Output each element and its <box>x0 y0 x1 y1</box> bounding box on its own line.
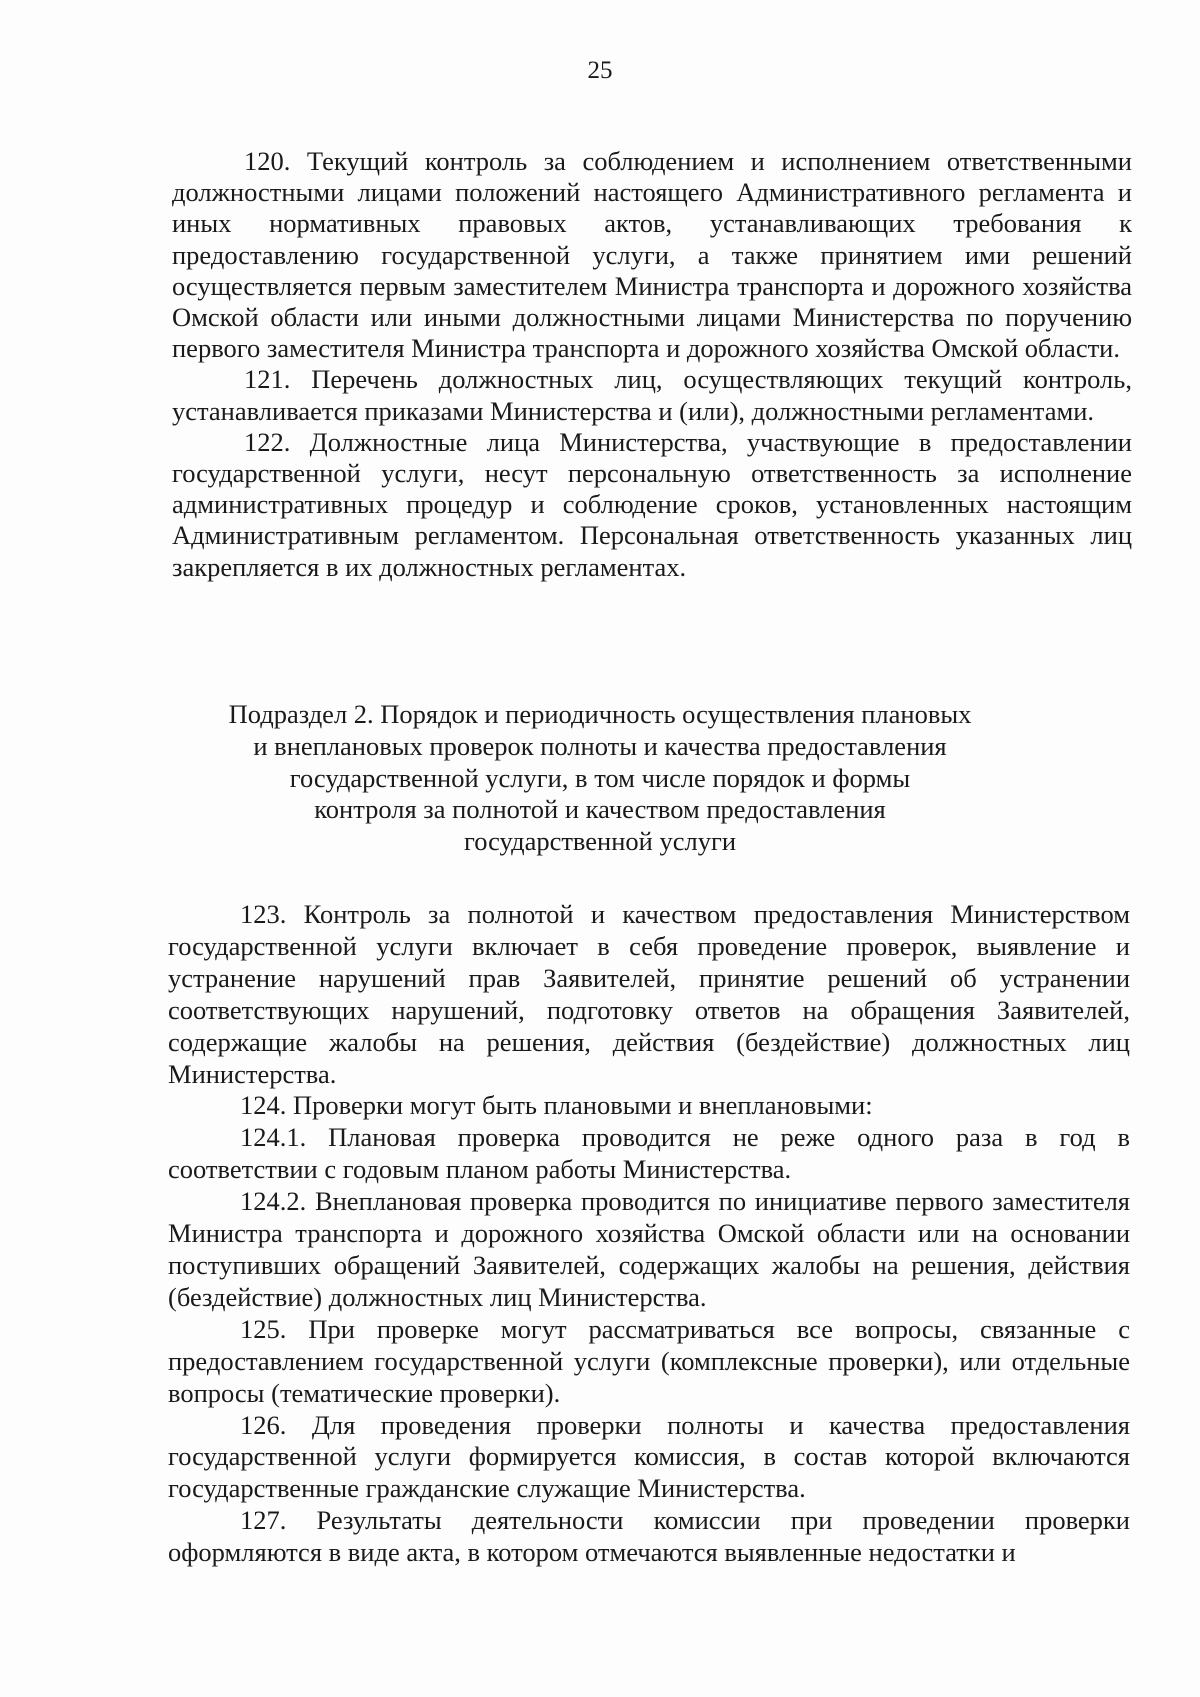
paragraph-127: 127. Результаты деятельности комиссии при проведении проверки оформляются в виде акта, в котором отмечаются выявленные недостатки и <box>168 1505 1130 1568</box>
paragraph-120: 120. Текущий контроль за соблюдением и исполнением ответственными должностными лицами положений настоящего Административного регламента и иных нормативных правовых актов, устанавливающих требования к предоставлению государственной услуги, а также принятием ими решений осуществляется первым заместителем Министра транспорта и дорожного хозяйства Омской области или иными должностными лицами Министерства по поручению первого заместителя Министра транспорта и дорожного хозяйства Омской области. <box>172 146 1132 364</box>
paragraph-124-1: 124.1. Плановая проверка проводится не реже одного раза в год в соответствии с годовым планом работы Министерства. <box>168 1122 1130 1185</box>
paragraph-124: 124. Проверки могут быть плановыми и внеплановыми: <box>240 1090 873 1121</box>
section-heading-line: Подраздел 2. Порядок и периодичность осуществления плановых <box>228 699 972 729</box>
section-heading-line: и внеплановых проверок полноты и качества предоставления <box>253 730 947 761</box>
paragraph-124-2: 124.2. Внеплановая проверка проводится по инициативе первого заместителя Министра транспорта и дорожного хозяйства Омской области или на основании поступивших обращений Заявителей, содержащих жалобы на решения, действия (бездействие) должностных лиц Министерства. <box>168 1186 1130 1312</box>
paragraph-123: 123. Контроль за полнотой и качеством предоставления Министерством государственной услуги включает в себя проведение проверок, выявление и устранение нарушений прав Заявителей, принятие решений об устранении соответствующих нарушений, подготовку ответов на обращения Заявителей, содержащие жалобы на решения, действия (бездействие) должностных лиц Министерства. <box>168 899 1130 1089</box>
paragraph-121: 121. Перечень должностных лиц, осуществляющих текущий контроль, устанавливается приказами Министерства и (или), должностными регламентами. <box>172 364 1132 426</box>
section-heading-line: государственной услуги <box>463 826 737 857</box>
body-text-upper <box>172 146 1132 583</box>
paragraph-126: 126. Для проведения проверки полноты и качества предоставления государственной услуги формируется комиссия, в состав которой включаются государственные гражданские служащие Министерства. <box>168 1409 1130 1504</box>
body-text-lower <box>168 899 1130 1569</box>
section-heading <box>0 699 1200 858</box>
page-number: 25 <box>587 57 613 84</box>
paragraph-125: 125. При проверке могут рассматриваться все вопросы, связанные с предоставлением государственной услуги (комплексные проверки), или отдельные вопросы (тематические проверки). <box>168 1313 1130 1408</box>
section-heading-line: контроля за полнотой и качеством предоставления <box>314 794 886 825</box>
paragraph-122: 122. Должностные лица Министерства, участвующие в предоставлении государственной услуги, несут персональную ответственность за исполнение административных процедур и соблюдение сроков, установленных настоящим Административным регламентом. Персональная ответственность указанных лиц закрепляется в их должностных регламентах. <box>172 426 1132 582</box>
section-heading-line: государственной услуги, в том числе порядок и формы <box>289 762 911 793</box>
